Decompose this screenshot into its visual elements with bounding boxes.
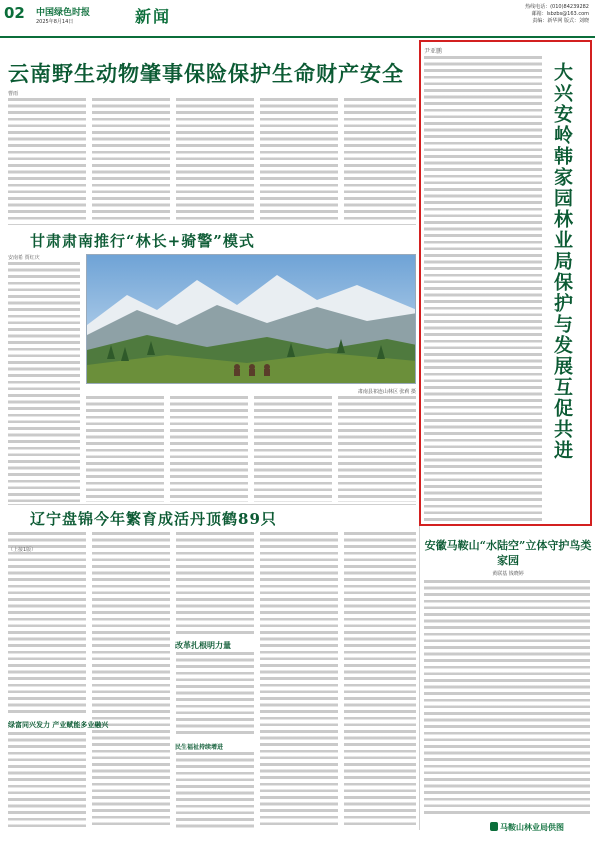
article-text-panjin-col3 [176, 532, 254, 636]
subhead-reform: 改革扎根明力量 [175, 641, 231, 650]
article-text-yunnan-col3 [176, 98, 254, 220]
article-text-panjin-col5 [344, 532, 416, 828]
headline-sunan: 甘肃肃南推行“林长+骑警”模式 [30, 232, 255, 250]
subhead-industry: 绿富同兴发力 产业赋能多业融兴 [8, 721, 109, 729]
section-title: 新闻 [135, 7, 172, 26]
paper-name: 中国绿色时报 [36, 8, 91, 18]
mountain-forest-photo [86, 254, 416, 384]
footer-logo-text: 马鞍山林业局供图 [500, 823, 564, 832]
divider [8, 504, 416, 505]
editor-line: 责编：新华网 版式：刘晓 [532, 18, 589, 24]
subhead-livelihood: 民生福祉持续增进 [175, 744, 224, 751]
headline-yunnan: 云南野生动物肇事保险保护生命财产安全 [8, 61, 404, 86]
forestry-logo-icon [490, 822, 498, 831]
article-text-panjin-col3b [176, 652, 254, 738]
article-text-hanjiayuan [424, 56, 542, 522]
article-text-panjin-col1 [8, 532, 86, 716]
byline-maanshan: 黄联基 钱晓婷 [492, 571, 524, 577]
byline-sunan: 安南希 贾红庆 [8, 255, 40, 261]
article-text-panjin-col2 [92, 532, 170, 828]
article-text-maanshan [424, 580, 590, 816]
article-text-panjin-col1b [8, 732, 86, 828]
headline-panjin: 辽宁盘锦今年繁育成活丹顶鹤89只 [30, 510, 277, 528]
masthead [0, 0, 595, 38]
editor-line: 邮箱：lsbzbs@163.com [531, 11, 589, 17]
article-text-sunan-col4 [254, 396, 332, 502]
editor-info [525, 4, 589, 25]
article-text-yunnan-col4 [260, 98, 338, 220]
publication-date: 2025年8月14日 [36, 19, 74, 25]
photo-caption: 肃南县祁连山林区 张莉 摄 [357, 389, 416, 395]
article-text-yunnan-col2 [92, 98, 170, 220]
article-text-panjin-col4 [260, 532, 338, 828]
article-text-panjin-col3c [176, 752, 254, 828]
page-number: 02 [4, 4, 25, 22]
byline-panjin: （上接1版） [8, 547, 37, 553]
article-text-sunan-col5 [338, 396, 416, 502]
article-text-sunan-col2 [86, 396, 164, 502]
headline-maanshan: 安徽马鞍山“水陆空”立体守护鸟类家园 [424, 539, 592, 567]
divider [8, 224, 416, 225]
byline-yunnan: 曹雨 [8, 91, 19, 97]
headline-hanjiayuan: 大兴安岭韩家园林业局保护与发展互促共进 [551, 62, 573, 461]
article-text-sunan-col3 [170, 396, 248, 502]
editor-line: 热线电话：(010)84239282 [525, 4, 589, 10]
article-text-yunnan-col1 [8, 98, 86, 220]
article-text-yunnan-col5 [344, 98, 416, 220]
article-text-sunan-col1 [8, 262, 80, 502]
byline-hanjiayuan: 尹亚鹏 [424, 48, 443, 55]
